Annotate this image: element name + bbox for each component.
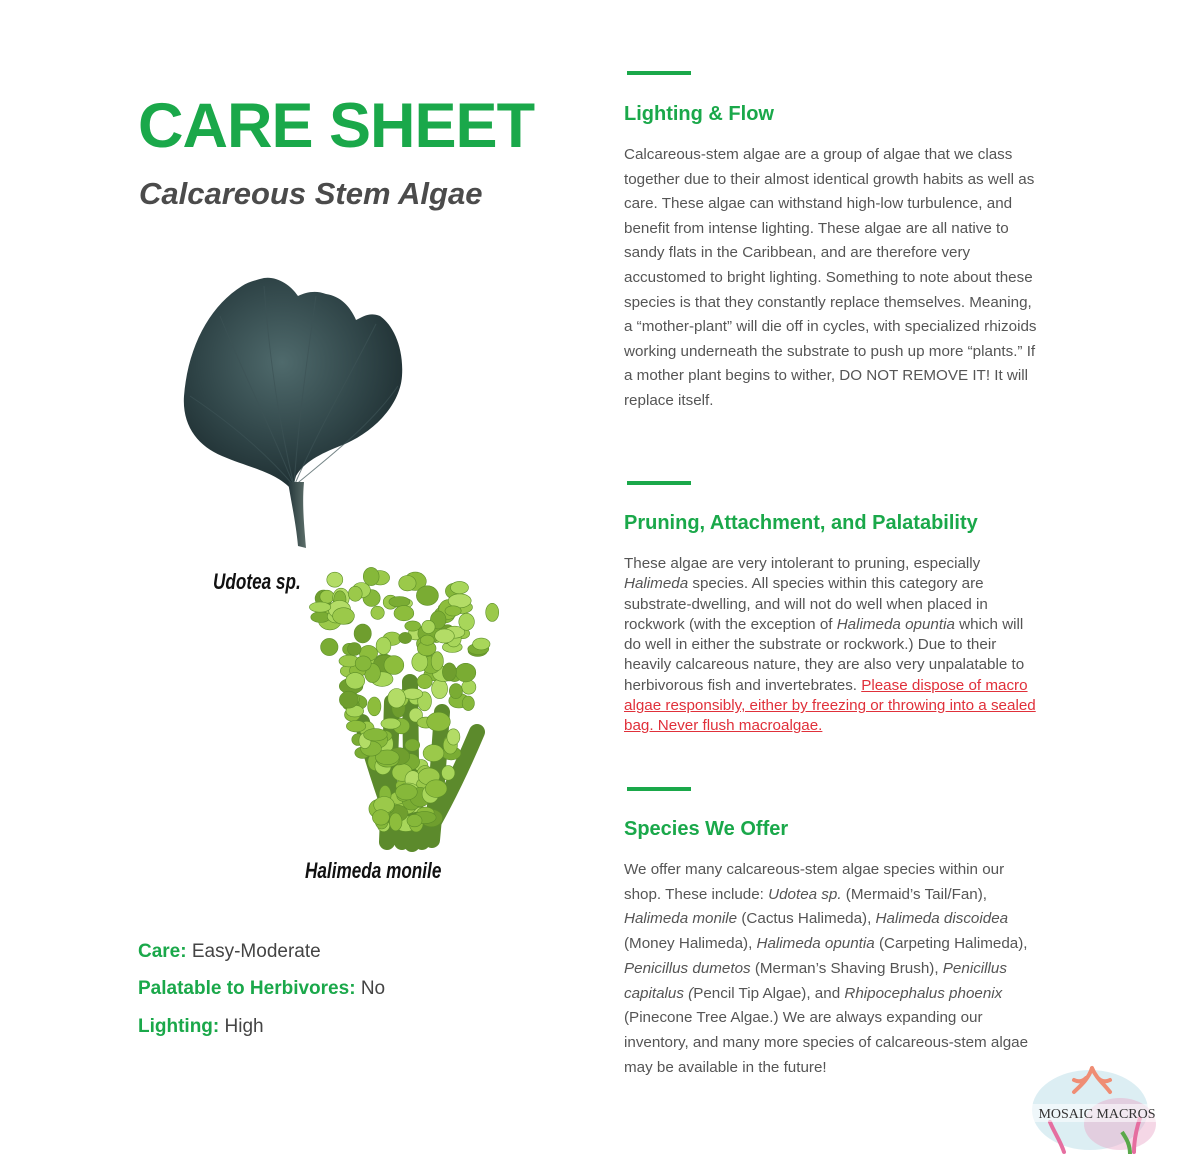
species-name: Halimeda monile bbox=[624, 910, 738, 928]
udotea-label: Udotea sp. bbox=[213, 569, 301, 594]
stat-palatable-value: No bbox=[360, 978, 386, 999]
species-name: Penicillus capitalus ( bbox=[624, 959, 1007, 1002]
stat-lighting-key: Lighting: bbox=[138, 1016, 220, 1037]
section-divider bbox=[627, 71, 691, 75]
text-run: (Carpeting Halimeda), bbox=[874, 935, 1028, 953]
mosaic-macros-logo bbox=[1030, 1062, 1165, 1156]
species-name: Penicillus dumetos bbox=[624, 959, 751, 977]
species-name: Halimeda discoidea bbox=[875, 910, 1009, 928]
text-run: (Cactus Halimeda), bbox=[737, 910, 876, 928]
text-run: (Merman’s Shaving Brush), bbox=[750, 959, 943, 977]
halimeda-image bbox=[292, 562, 524, 847]
species-name: Halimeda opuntia bbox=[836, 615, 955, 633]
disposal-warning: Please dispose of macro algae responsibly, either by freezing or throwing into a sealed bag. Never flush macroalgae. bbox=[624, 676, 1036, 735]
text-run: which will do well in either the substrate or rockwork.) Due to their heavily calcareous nature, they are also very unpalatable to herbivorous fish and invertebrates. bbox=[624, 615, 1025, 694]
text-run: (Pinecone Tree Algae.) We are always expanding our inventory, and many more species of calcareous-stem algae may be available in the future! bbox=[624, 1009, 1029, 1076]
text-run: species. All species within this category are substrate-dwelling, and will not do well when placed in rockwork (with the exception of bbox=[624, 575, 988, 633]
species-name: Udotea sp. bbox=[768, 885, 842, 903]
udotea-image bbox=[180, 276, 410, 556]
lighting-body: Calcareous-stem algae are a group of algae that we class together due to their almost identical growth habits as well as care. These algae can withstand high-low turbulence, and benefit from intense lighting. These algae are all native to sandy flats in the Caribbean, and are therefore very accustomed to bright lighting. Something to note about these species is that they constantly replace themselves. Meaning, a “mother-plant” will die off in cycles, with specialized rhizoids working underneath the substrate to push up more “plants.” If a mother plant begins to wither, DO NOT REMOVE IT! It will replace itself. bbox=[624, 146, 1037, 409]
stat-care-value: Easy-Moderate bbox=[191, 941, 321, 962]
text-run: (Money Halimeda), bbox=[624, 935, 757, 953]
section-divider bbox=[627, 787, 691, 791]
stat-palatable bbox=[138, 978, 385, 1000]
species-name: Halimeda bbox=[624, 575, 689, 593]
species-body bbox=[624, 858, 1044, 1080]
pruning-body bbox=[624, 554, 1044, 737]
text-run: (Mermaid’s Tail/Fan), bbox=[841, 885, 988, 903]
stat-care-key: Care: bbox=[138, 941, 187, 962]
text-run: These algae are very intolerant to pruning, especially bbox=[624, 555, 981, 572]
section-divider bbox=[627, 481, 691, 485]
stat-palatable-key: Palatable to Herbivores: bbox=[138, 978, 356, 999]
text-run: We offer many calcareous-stem algae species within our shop. These include: bbox=[624, 861, 1005, 903]
page-subtitle: Calcareous Stem Algae bbox=[139, 176, 483, 211]
halimeda-label: Halimeda monile bbox=[305, 858, 442, 883]
species-name: Halimeda opuntia bbox=[756, 935, 875, 953]
lighting-heading: Lighting & Flow bbox=[624, 103, 774, 125]
species-heading: Species We Offer bbox=[624, 818, 789, 840]
pruning-heading: Pruning, Attachment, and Palatability bbox=[624, 512, 978, 534]
stat-lighting bbox=[138, 1016, 264, 1038]
page-title: CARE SHEET bbox=[138, 91, 535, 161]
species-name: Rhipocephalus phoenix bbox=[844, 984, 1003, 1002]
stat-care bbox=[138, 941, 321, 963]
stat-lighting-value: High bbox=[224, 1016, 264, 1037]
text-run: Pencil Tip Algae), and bbox=[693, 984, 845, 1002]
logo-text: MOSAIC MACROS bbox=[1038, 1107, 1156, 1122]
